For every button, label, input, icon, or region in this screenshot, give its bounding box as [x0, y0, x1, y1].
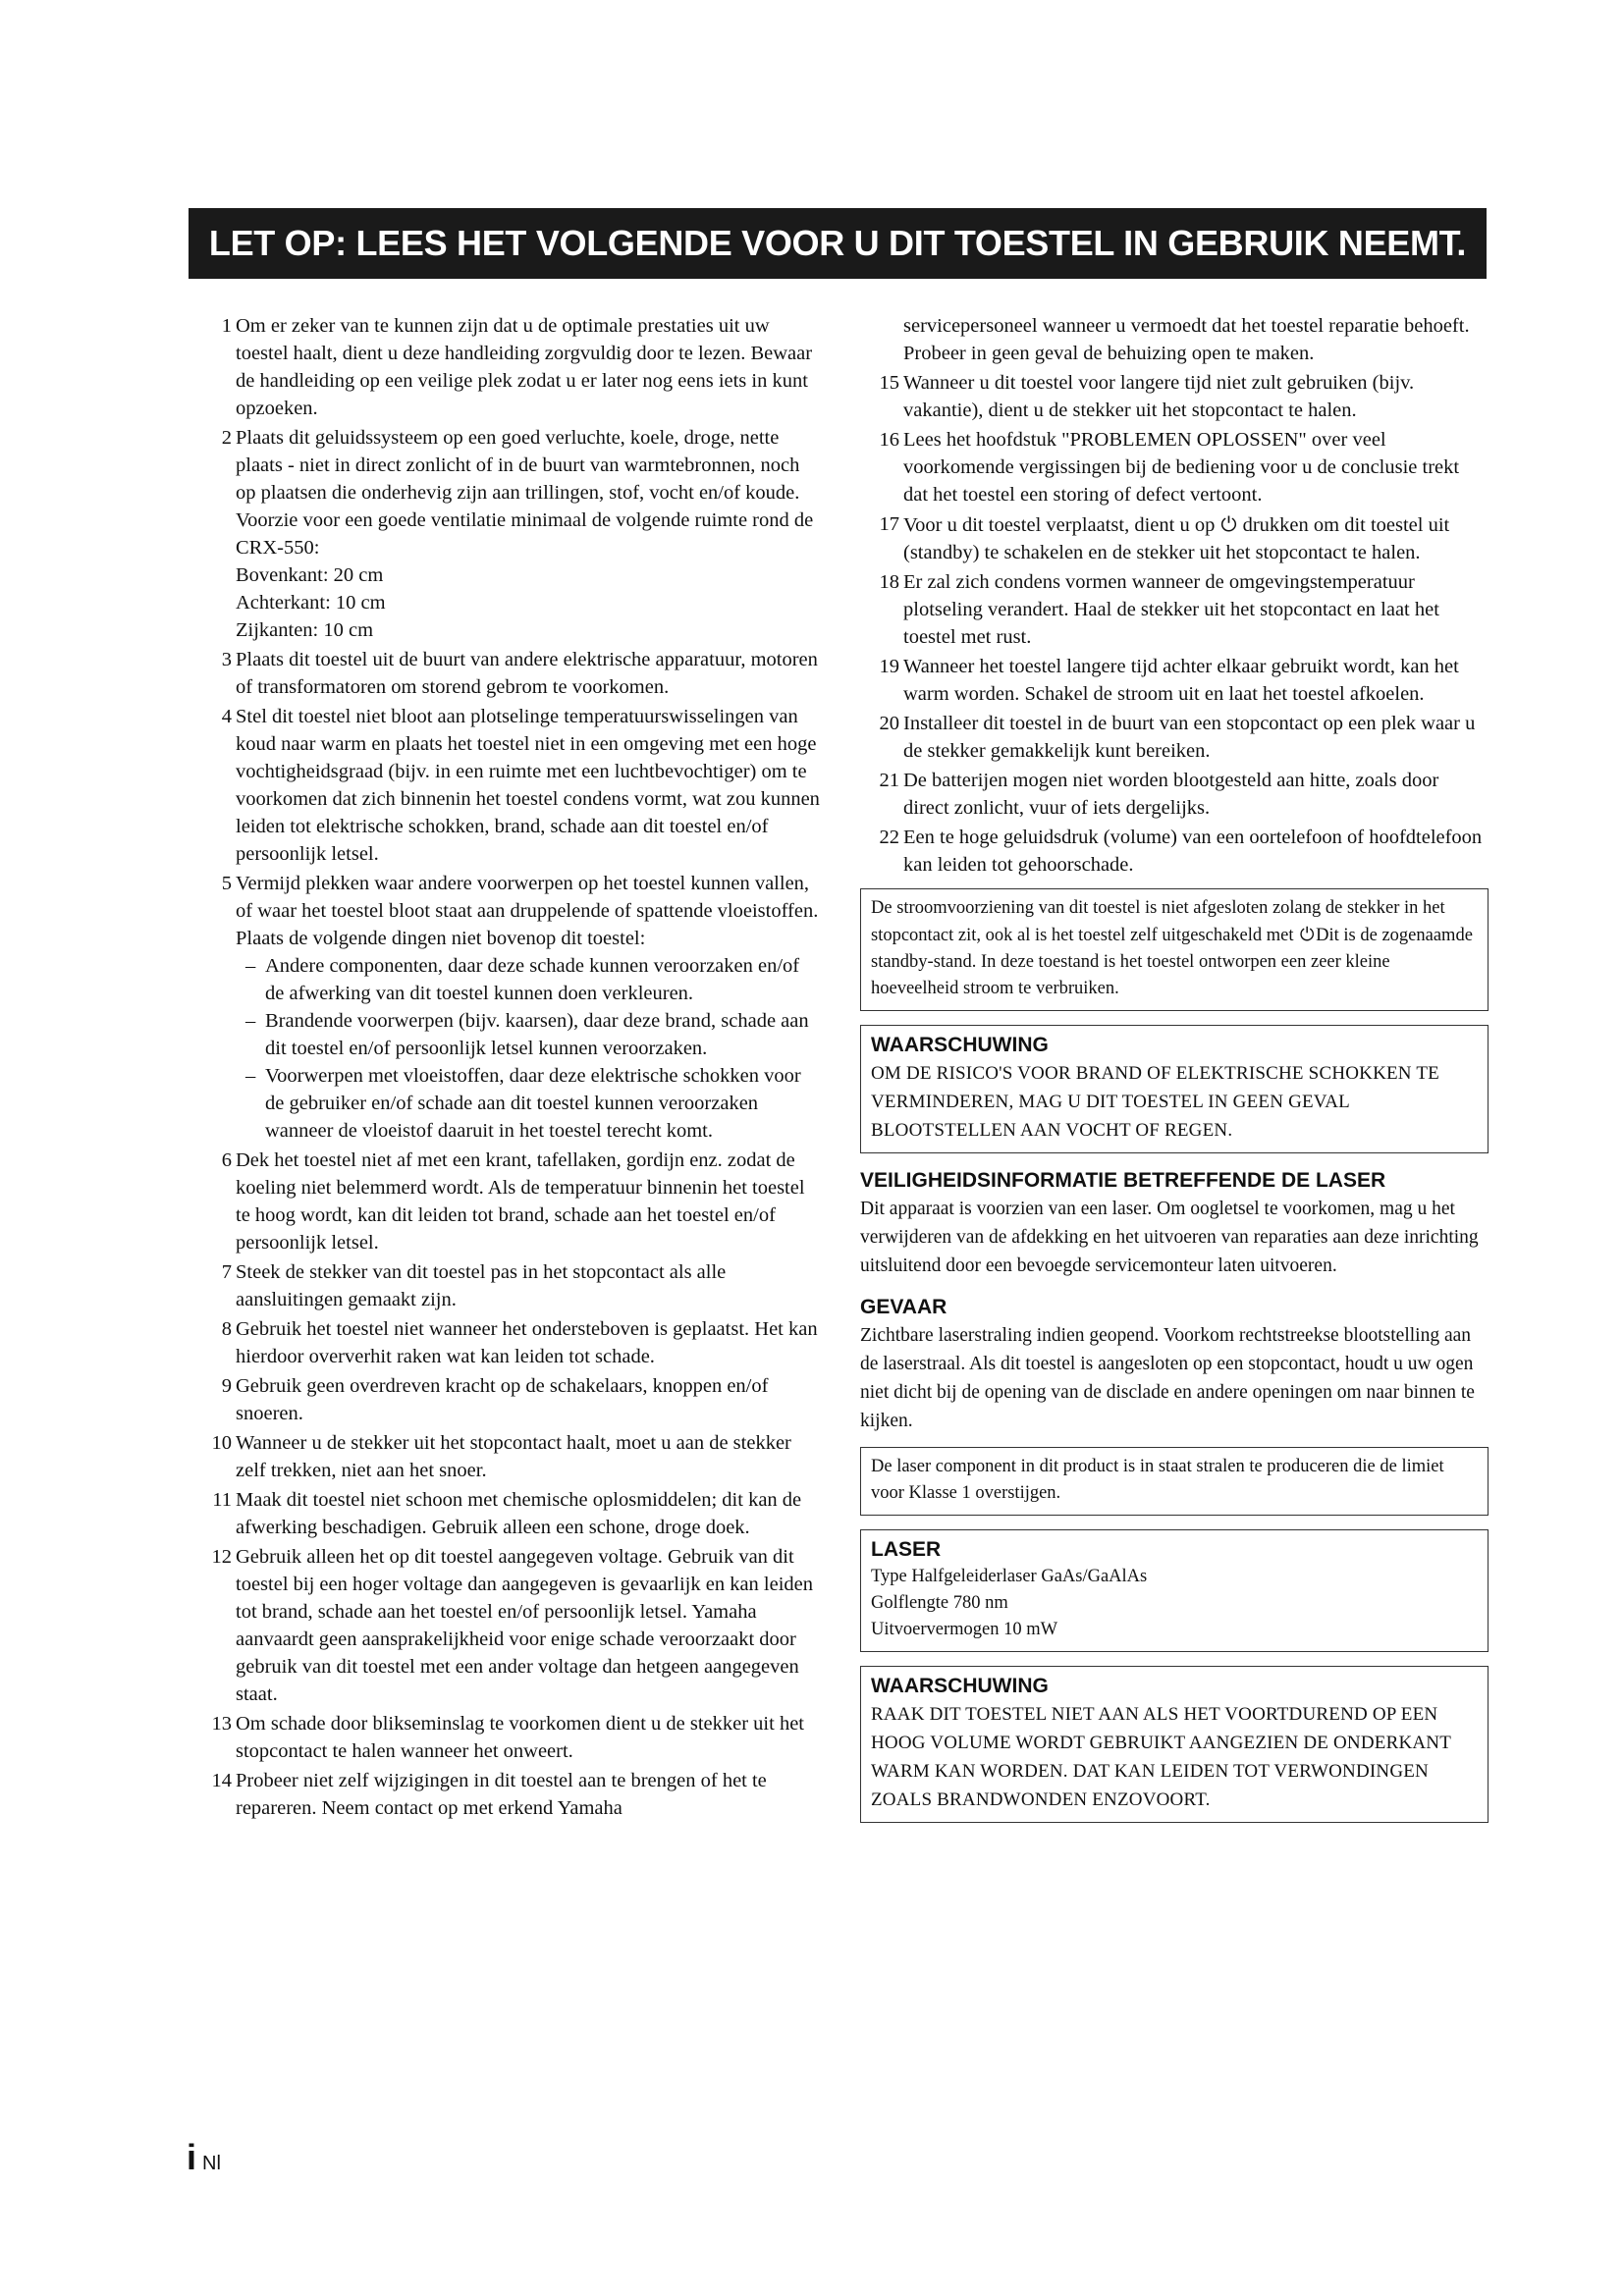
item-text: Probeer niet zelf wijzigingen in dit toestel aan te brengen of het te repareren. Neem contact op met erkend Yamaha — [236, 1770, 767, 1819]
power-standby-icon: ⏻ — [1299, 925, 1315, 945]
language-code: Nl — [202, 2153, 221, 2174]
safety-list-left — [192, 312, 821, 1822]
item-text: Maak dit toestel niet schoon met chemische oplosmiddelen; dit kan de afwerking beschadigen. Gebruik alleen een schone, droge doek. — [236, 1489, 802, 1538]
warning-box-heat — [860, 1666, 1489, 1823]
item-text: Installeer dit toestel in de buurt van een stopcontact op een plek waar u de stekker gemakkelijk kunt bereiken. — [903, 713, 1476, 762]
item-text: Om schade door blikseminslag te voorkomen dient u de stekker uit het stopcontact te halen wanneer het onweert. — [236, 1713, 804, 1762]
item-number: 20 — [879, 713, 899, 734]
list-item — [192, 1710, 821, 1765]
item-number: 17 — [879, 513, 899, 535]
list-item — [860, 710, 1489, 765]
item-number: 1 — [221, 315, 232, 337]
left-column — [192, 312, 821, 1824]
dash-bullet-icon: – — [245, 1065, 256, 1087]
sub-list-item — [236, 952, 821, 1007]
sub-item-text: Andere componenten, daar deze schade kunnen veroorzaken en/of de afwerking van dit toestel kunnen doen verkleuren. — [265, 955, 800, 1004]
item-number: 13 — [211, 1713, 232, 1735]
list-item — [860, 426, 1489, 508]
item-number: 6 — [221, 1149, 232, 1171]
sub-list-item — [236, 1007, 821, 1062]
power-standby-icon: ⏻ — [1220, 512, 1237, 536]
list-item — [192, 1372, 821, 1427]
item-number: 22 — [879, 827, 899, 848]
item-number: 18 — [879, 571, 899, 593]
item-text: Om er zeker van te kunnen zijn dat u de optimale prestaties uit uw toestel haalt, dient u deze handleiding zorgvuldig door te lezen. Bewaar de handleiding op een veilige plek zodat u er later nog eens iets in kunt opzoeken. — [236, 315, 813, 419]
laser-wavelength: Golflengte 780 nm — [871, 1593, 1008, 1613]
laser-spec-title: LASER — [871, 1538, 942, 1561]
item-number: 19 — [879, 656, 899, 677]
list-item — [192, 312, 821, 422]
item-number: 8 — [221, 1318, 232, 1340]
danger-title: GEVAAR — [860, 1296, 947, 1318]
warning-text: RAAK DIT TOESTEL NIET AAN ALS HET VOORTDUREND OP EEN HOOG VOLUME WORDT GEBRUIKT AANGEZIEN DE ONDERKANT WARM KAN WORDEN. DAT KAN LEIDEN TOT VERWONDINGEN ZOALS BRANDWONDEN ENZOVOORT. — [871, 1704, 1451, 1810]
item-number: 2 — [221, 427, 232, 449]
list-item — [860, 767, 1489, 822]
dash-bullet-icon: – — [245, 955, 256, 977]
standby-notice-box — [860, 888, 1489, 1011]
list-item — [192, 1429, 821, 1484]
item-text: Stel dit toestel niet bloot aan plotselinge temperatuurswisselingen van koud naar warm en plaats het toestel niet in een omgeving met een hoge vochtigheidsgraad (bijv. in een ruimte met een luchtbevochtiger) om te voorkomen dat zich binnenin het toestel condens vormt, wat zou kunnen leiden tot elektrische schokken, brand, schade aan dit toestel en/of persoonlijk letsel. — [236, 706, 820, 865]
warning-text: OM DE RISICO'S VOOR BRAND OF ELEKTRISCHE SCHOKKEN TE VERMINDEREN, MAG U DIT TOESTEL IN GEEN GEVAL BLOOTSTELLEN AAN VOCHT OF REGEN. — [871, 1063, 1439, 1141]
list-item — [860, 824, 1489, 879]
laser-class-text: De laser component in dit product is in staat stralen te produceren die de limiet voor Klasse 1 overstijgen. — [871, 1457, 1444, 1503]
item-text-cont: drukken om dit toestel uit (standby) te schakelen en de stekker uit het stopcontact te halen. — [903, 514, 1450, 563]
item-number: 7 — [221, 1261, 232, 1283]
item-text: Gebruik geen overdreven kracht op de schakelaars, knoppen en/of snoeren. — [236, 1375, 769, 1424]
item-number: 5 — [221, 873, 232, 894]
item-text: Gebruik alleen het op dit toestel aangegeven voltage. Gebruik van dit toestel bij een hoger voltage dan aangegeven is gevaarlijk en kan leiden tot brand, schade aan het toestel en/of persoonlijk letsel. Yamaha aanvaardt geen aansprakelijkheid voor enige schade veroorzaakt door gebruik van dit toestel met een ander voltage dan hetgeen aangegeven staat. — [236, 1546, 814, 1705]
item-text: Wanneer u de stekker uit het stopcontact haalt, moet u aan de stekker zelf trekken, niet aan het snoer. — [236, 1432, 791, 1481]
list-item — [192, 703, 821, 868]
item-text: Plaats dit toestel uit de buurt van andere elektrische apparatuur, motoren of transformatoren om storend gebrom te voorkomen. — [236, 649, 818, 698]
item5-sublist — [236, 952, 821, 1145]
danger-text: Zichtbare laserstraling indien geopend. Voorkom rechtstreekse blootstelling aan de laserstraal. Als dit toestel is aangesloten op een stopcontact, houdt u uw ogen niet dicht bij de opening van de disclade en andere openingen om naar binnen te kijken. — [860, 1325, 1475, 1431]
page-footer — [187, 2137, 221, 2178]
laser-class-box — [860, 1447, 1489, 1516]
list-item — [192, 1486, 821, 1541]
laser-safety-title: VEILIGHEIDSINFORMATIE BETREFFENDE DE LASER — [860, 1169, 1386, 1192]
warning-title: WAARSCHUWING — [871, 1675, 1049, 1697]
list-item — [192, 1258, 821, 1313]
standby-notice-text: De stroomvoorziening van dit toestel is niet afgesloten zolang de stekker in het stopcontact zit, ook al is het toestel zelf uitgeschakeld met — [871, 898, 1445, 945]
laser-output-power: Uitvoervermogen 10 mW — [871, 1620, 1058, 1639]
laser-spec-box — [860, 1529, 1489, 1652]
list-item — [860, 369, 1489, 424]
sub-item-text: Brandende voorwerpen (bijv. kaarsen), daar deze brand, schade aan dit toestel en/of persoonlijk letsel kunnen veroorzaken. — [265, 1010, 809, 1059]
item-number: 15 — [879, 372, 899, 394]
list-item — [192, 1147, 821, 1256]
clearance-back: Achterkant: 10 cm — [236, 592, 386, 614]
danger-section — [860, 1294, 1489, 1435]
list-item — [192, 1543, 821, 1708]
item-text: Lees het hoofdstuk "PROBLEMEN OPLOSSEN" over veel voorkomende vergissingen bij de bediening voor u de conclusie trekt dat het toestel een storing of defect vertoont. — [903, 429, 1460, 506]
item-number: 3 — [221, 649, 232, 670]
item-text: De batterijen mogen niet worden blootgesteld aan hitte, zoals door direct zonlicht, vuur of iets dergelijks. — [903, 770, 1439, 819]
dash-bullet-icon: – — [245, 1010, 256, 1032]
page-number: i — [187, 2137, 197, 2177]
warning-title: WAARSCHUWING — [871, 1034, 1049, 1056]
item-number: 16 — [879, 429, 899, 451]
item-number: 4 — [221, 706, 232, 727]
list-item — [192, 1767, 821, 1822]
item-text: Er zal zich condens vormen wanneer de omgevingstemperatuur plotseling verandert. Haal de stekker uit het stopcontact en laat het toestel met rust. — [903, 571, 1439, 648]
list-item-continuation — [860, 312, 1489, 367]
item-text: Dek het toestel niet af met een krant, tafellaken, gordijn enz. zodat de koeling niet belemmerd wordt. Als de temperatuur binnenin het toestel te hoog wordt, kan dit leiden tot brand, schade aan het toestel en/of persoonlijk letsel. — [236, 1149, 805, 1254]
sub-item-text: Voorwerpen met vloeistoffen, daar deze elektrische schokken voor de gebruiker en/of schade aan dit toestel kunnen veroorzaken wanneer de vloeistof daaruit in het toestel terecht komt. — [265, 1065, 801, 1142]
list-item — [860, 653, 1489, 708]
laser-safety-text: Dit apparaat is voorzien van een laser. Om oogletsel te voorkomen, mag u het verwijderen van de afdekking en het uitvoeren van reparaties aan deze inrichting uitsluitend door een bevoegde servicemonteur laten uitvoeren. — [860, 1199, 1479, 1276]
item-number: 9 — [221, 1375, 232, 1397]
item-number: 12 — [211, 1546, 232, 1568]
clearance-list — [236, 561, 821, 644]
list-item — [192, 424, 821, 644]
item-number: 21 — [879, 770, 899, 791]
right-column — [860, 312, 1489, 1837]
item-text: Wanneer het toestel langere tijd achter elkaar gebruikt wordt, kan het warm worden. Schakel de stroom uit en laat het toestel afkoelen. — [903, 656, 1459, 705]
item-number: 14 — [211, 1770, 232, 1791]
sub-list-item — [236, 1062, 821, 1145]
item-text: Vermijd plekken waar andere voorwerpen op het toestel kunnen vallen, of waar het toestel bloot staat aan druppelende of spattende vloeistoffen. Plaats de volgende dingen niet bovenop dit toestel: — [236, 873, 819, 949]
item-text: Voor u dit toestel verplaatst, dient u op — [903, 514, 1216, 536]
list-item — [860, 568, 1489, 651]
item-text: Gebruik het toestel niet wanneer het ondersteboven is geplaatst. Het kan hierdoor oververhit raken wat kan leiden tot schade. — [236, 1318, 818, 1367]
warning-box-moisture — [860, 1025, 1489, 1153]
item-number: 11 — [212, 1489, 232, 1511]
list-item — [192, 646, 821, 701]
list-item — [860, 510, 1489, 566]
item-number: 10 — [211, 1432, 232, 1454]
item-text: servicepersoneel wanneer u vermoedt dat het toestel reparatie behoeft. Probeer in geen geval de behuizing open te maken. — [903, 315, 1470, 364]
standby-notice-text-cont: Dit is de zogenaamde standby-stand. In deze toestand is het toestel ontworpen een zeer kleine hoeveelheid stroom te verbruiken. — [871, 926, 1473, 998]
item-text: Plaats dit geluidssysteem op een goed verluchte, koele, droge, nette plaats - niet in direct zonlicht of in de buurt van warmtebronnen, noch op plaatsen die onderhevig zijn aan trillingen, stof, vocht en/of koude. Voorzie voor een goede ventilatie minimaal de volgende ruimte rond de CRX-550: — [236, 427, 814, 559]
page-banner-title: LET OP: LEES HET VOLGENDE VOOR U DIT TOESTEL IN GEBRUIK NEEMT. — [189, 208, 1487, 279]
list-item — [192, 870, 821, 1145]
safety-list-right — [860, 312, 1489, 879]
list-item — [192, 1315, 821, 1370]
item-text: Wanneer u dit toestel voor langere tijd niet zult gebruiken (bijv. vakantie), dient u de stekker uit het stopcontact te halen. — [903, 372, 1415, 421]
item-text: Steek de stekker van dit toestel pas in het stopcontact als alle aansluitingen gemaakt zijn. — [236, 1261, 727, 1310]
laser-type: Type Halfgeleiderlaser GaAs/GaAlAs — [871, 1567, 1148, 1586]
clearance-top: Bovenkant: 20 cm — [236, 564, 384, 586]
item-text: Een te hoge geluidsdruk (volume) van een oortelefoon of hoofdtelefoon kan leiden tot gehoorschade. — [903, 827, 1483, 876]
clearance-sides: Zijkanten: 10 cm — [236, 619, 374, 641]
laser-safety-section — [860, 1167, 1489, 1280]
